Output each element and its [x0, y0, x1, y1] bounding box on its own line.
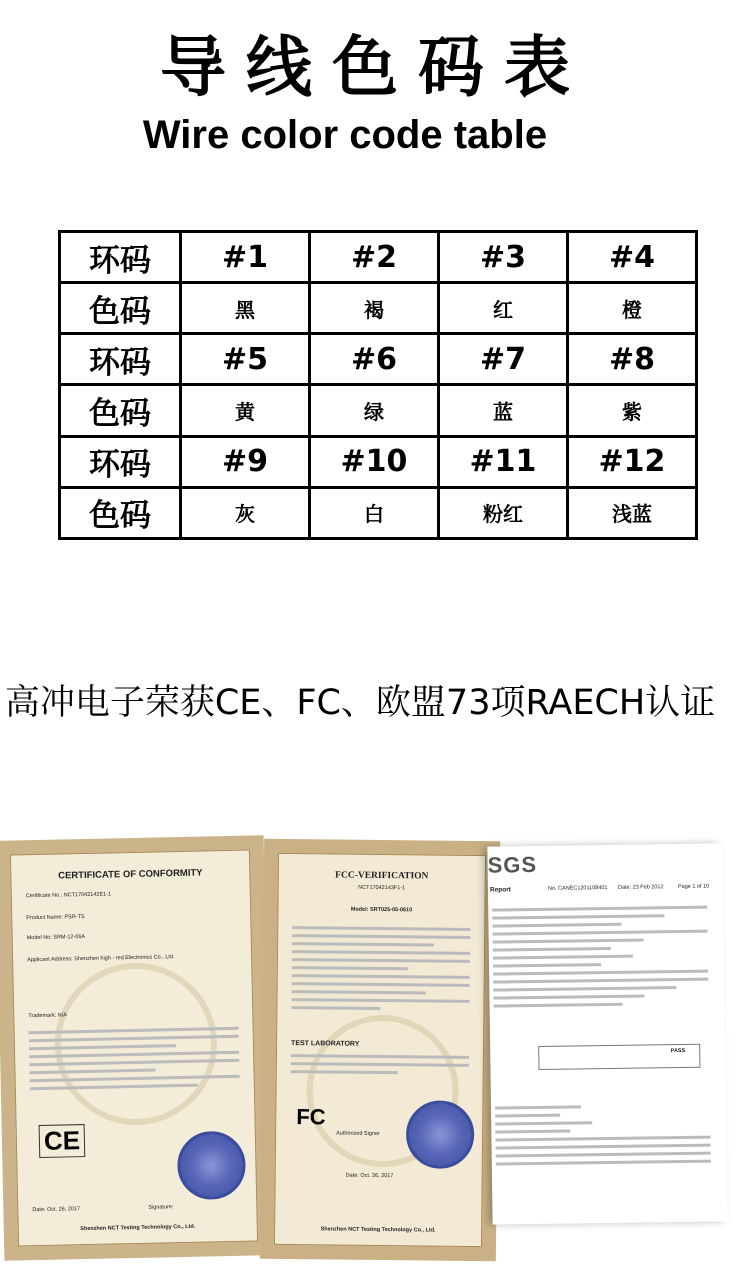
ce-logo-icon: CE [39, 1124, 86, 1158]
ring-code-cell: #1 [181, 232, 310, 283]
ring-code-cell: #10 [310, 436, 439, 487]
color-code-label: 色码 [60, 283, 181, 334]
ce-certificate-image [0, 835, 272, 1261]
official-seal-icon [177, 1131, 246, 1200]
official-seal-icon [406, 1100, 475, 1169]
ce-cert-model: Model No: SRM-12-06A [26, 934, 86, 942]
sgs-report-lines [492, 906, 708, 1013]
fc-logo-icon: FC [296, 1104, 326, 1130]
sgs-logo-icon: SGS [487, 851, 538, 878]
color-code-label: 色码 [60, 385, 181, 436]
table-row [60, 436, 697, 487]
ce-cert-body-lines [29, 1027, 240, 1095]
fcc-cert-title: FCC-VERIFICATION [335, 870, 429, 882]
ring-code-label: 环码 [60, 436, 181, 487]
fcc-lab-lines [291, 1054, 469, 1080]
color-code-cell: 绿 [310, 385, 439, 436]
table-row [60, 232, 697, 283]
table-row [60, 487, 697, 538]
page-title-en: Wire color code table [142, 113, 548, 157]
color-code-cell: 橙 [568, 283, 697, 334]
color-code-cell: 红 [439, 283, 568, 334]
ring-code-cell: #3 [439, 232, 568, 283]
ring-code-label: 环码 [60, 232, 181, 283]
sgs-report-page: Page 1 of 10 [677, 883, 710, 891]
ring-code-cell: #4 [568, 232, 697, 283]
color-code-cell: 白 [310, 487, 439, 538]
fcc-cert-body-lines [291, 926, 470, 1016]
ce-cert-number: Certificate No.: NCT17042142E1-1 [25, 891, 112, 900]
ring-code-cell: #5 [181, 334, 310, 385]
ring-code-cell: #7 [439, 334, 568, 385]
fcc-cert-model: Model: SRT025-05-0610 [350, 906, 413, 914]
fcc-cert-issuer: Shenzhen NCT Testing Technology Co., Ltd. [320, 1226, 436, 1234]
ring-code-cell: #6 [310, 334, 439, 385]
page-title-cn: 导线色码表 [160, 29, 590, 106]
sgs-result-pass: PASS [670, 1047, 686, 1055]
sgs-report-label: Report [489, 886, 511, 894]
fcc-cert-number: NCT17042143F1-1 [358, 884, 406, 892]
fcc-authorized-signer: Authorized Signer [336, 1130, 380, 1138]
color-code-label: 色码 [60, 487, 181, 538]
table-row [60, 334, 697, 385]
fcc-certificate-image [260, 839, 500, 1261]
color-code-cell: 灰 [181, 487, 310, 538]
color-code-cell: 浅蓝 [568, 487, 697, 538]
table-row [60, 283, 697, 334]
sgs-footer-lines [495, 1104, 711, 1171]
color-code-cell: 蓝 [439, 385, 568, 436]
color-code-cell: 粉红 [439, 487, 568, 538]
ring-code-cell: #9 [181, 436, 310, 487]
table-row [60, 385, 697, 436]
color-code-cell: 紫 [568, 385, 697, 436]
color-code-cell: 黑 [181, 283, 310, 334]
ring-code-cell: #2 [310, 232, 439, 283]
ring-code-label: 环码 [60, 334, 181, 385]
color-code-cell: 黄 [181, 385, 310, 436]
fcc-cert-date: Date: Oct. 26, 2017 [345, 1172, 394, 1180]
ce-cert-trademark: Trademark: N/A [28, 1012, 67, 1020]
sgs-report-date: Date: 23 Feb 2012 [617, 884, 664, 891]
ce-cert-date: Date: Oct. 26, 2017 [32, 1206, 81, 1214]
sgs-report-image [487, 843, 727, 1224]
ring-code-cell: #12 [568, 436, 697, 487]
sgs-report-number: No. CANEC1201108401 [547, 884, 608, 892]
ring-code-cell: #8 [568, 334, 697, 385]
fcc-test-lab-heading: TEST LABORATORY [291, 1040, 360, 1048]
ce-cert-issuer: Shenzhen NCT Testing Technology Co., Ltd. [80, 1223, 196, 1233]
sgs-result-box [538, 1044, 700, 1070]
ce-cert-product: Product Name: PSR-TS [26, 914, 85, 922]
certification-statement: 高冲电子荣获CE、FC、欧盟73项RAECH认证 [4, 683, 716, 723]
color-code-cell: 褐 [310, 283, 439, 334]
ce-cert-signature: Signature: [148, 1204, 174, 1211]
ce-cert-title: CERTIFICATE OF CONFORMITY [58, 867, 203, 882]
wire-color-table [58, 230, 698, 540]
ring-code-cell: #11 [439, 436, 568, 487]
ce-cert-applicant: Applicant Address: Shenzhen high - red Electronics Co., Ltd. [27, 954, 175, 964]
